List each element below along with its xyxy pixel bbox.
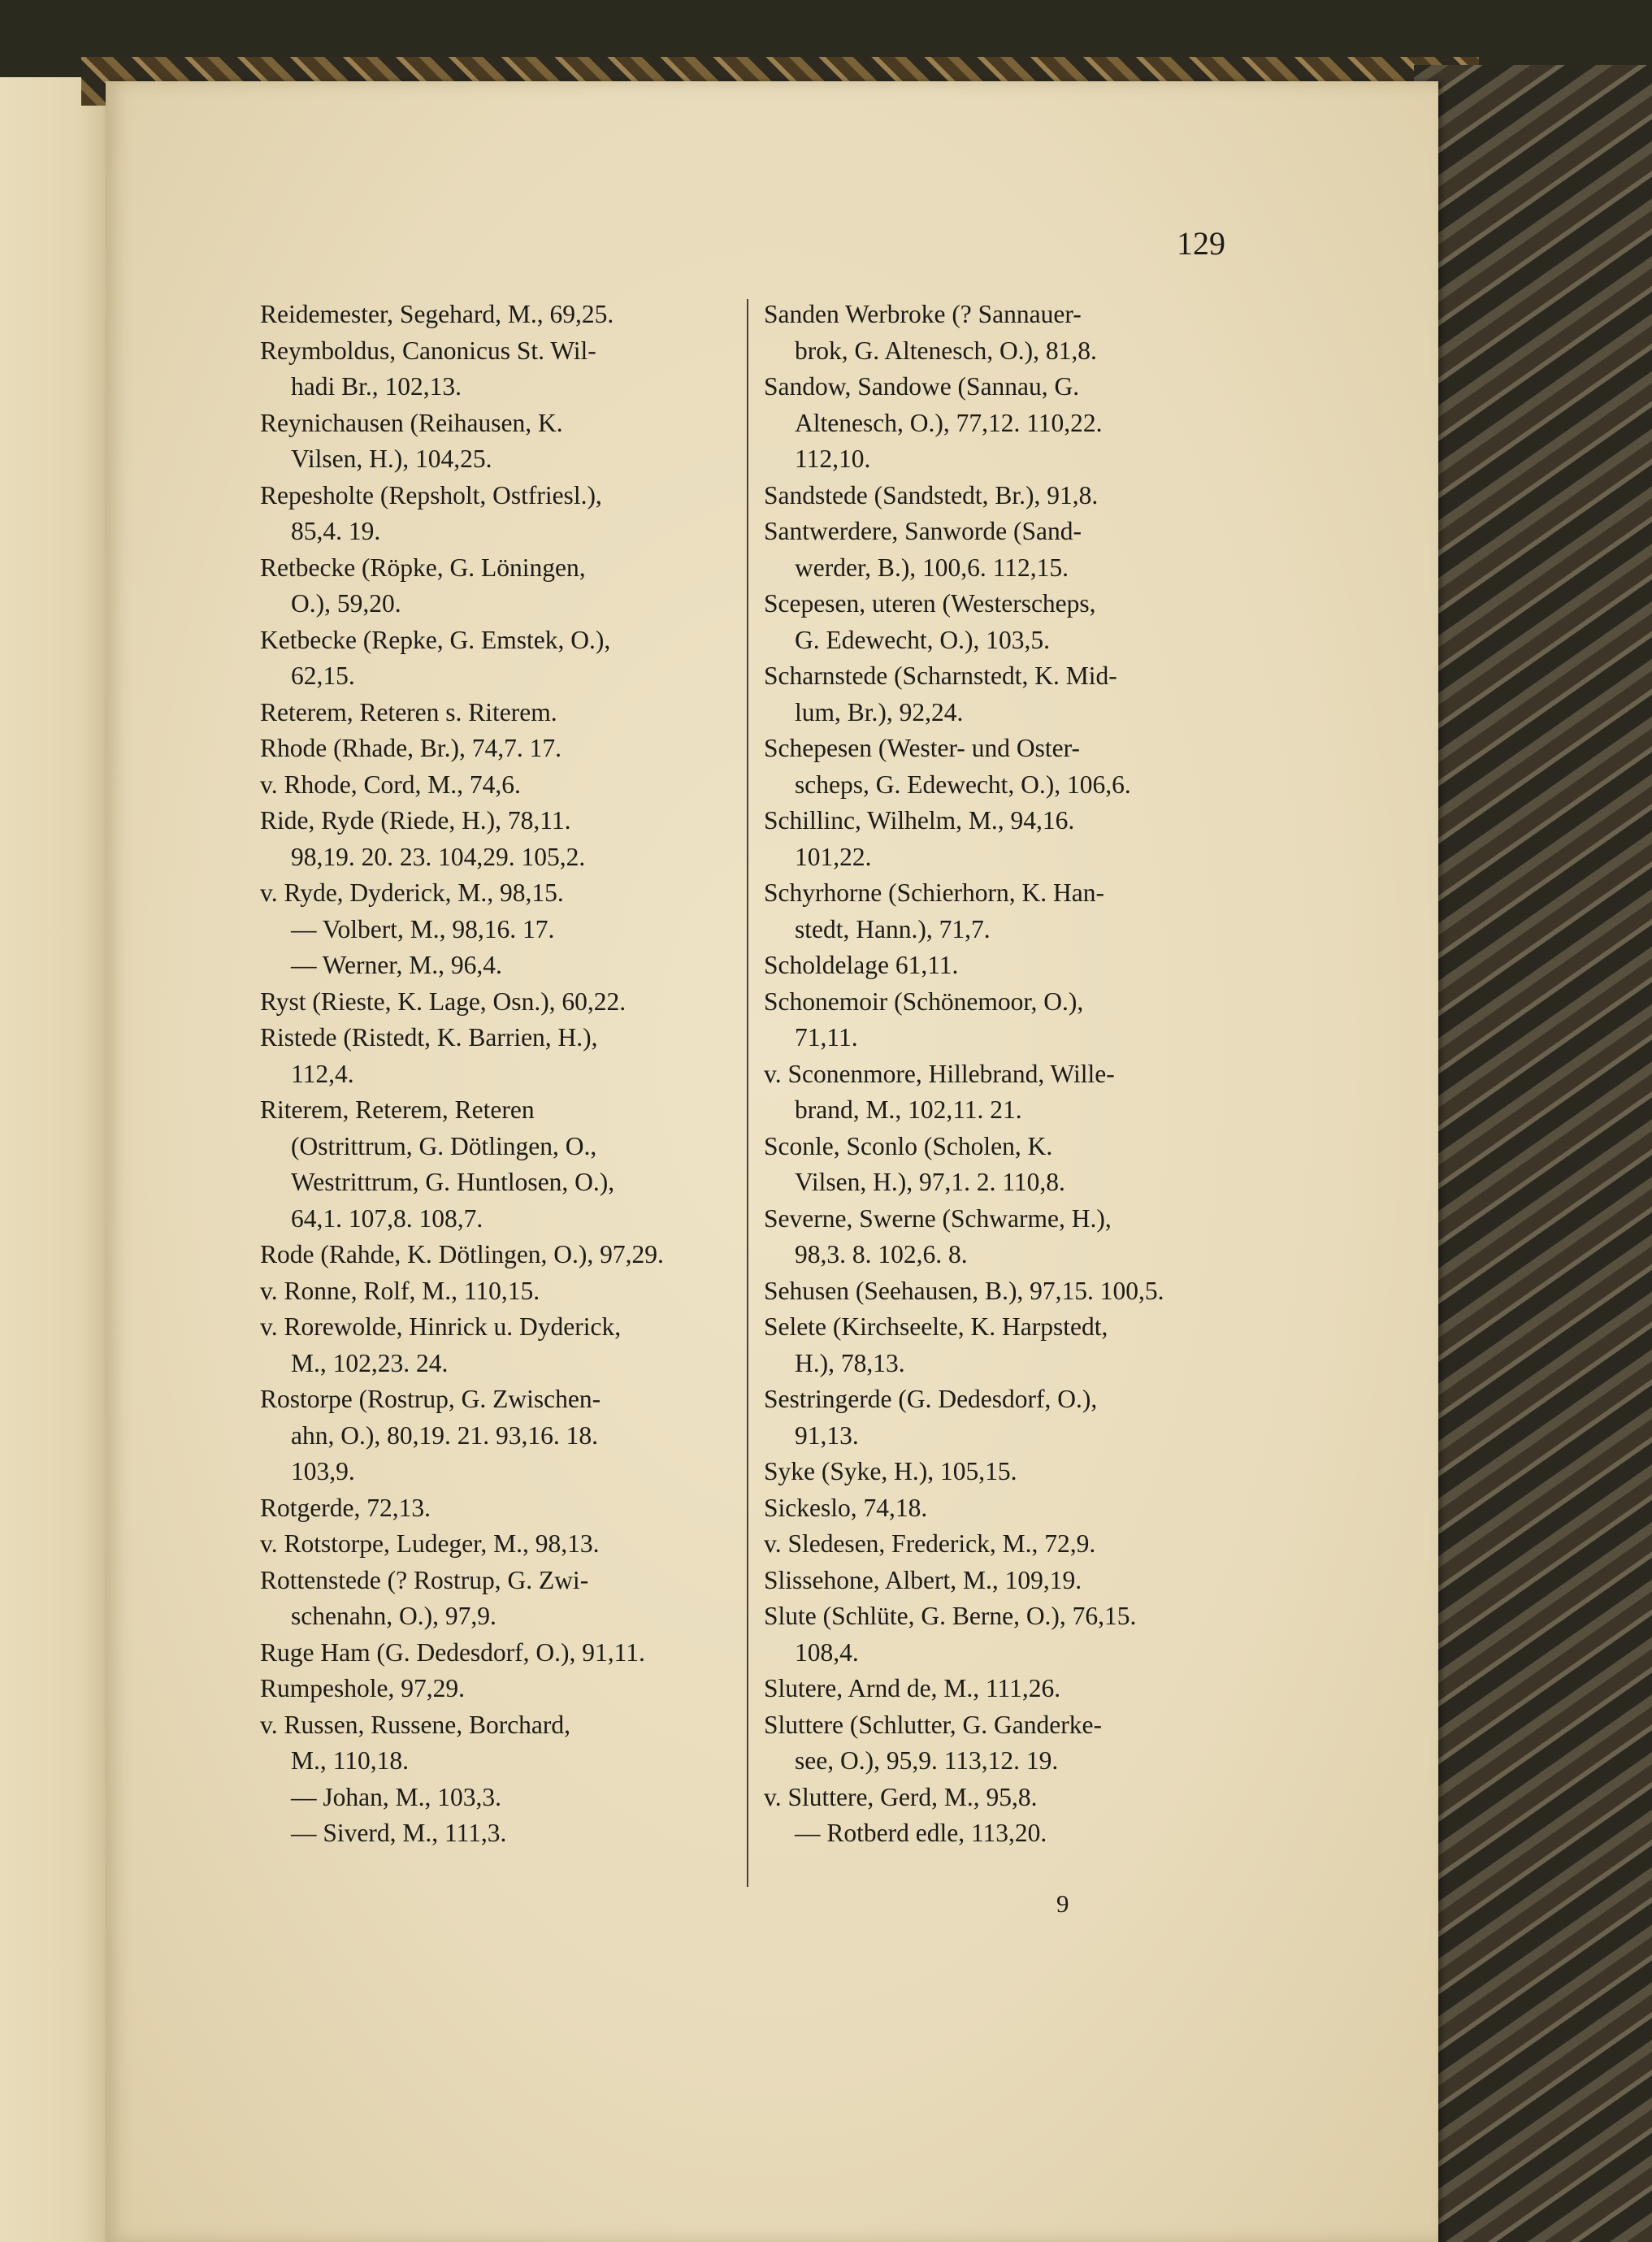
index-line: 64,1. 107,8. 108,7. (291, 1203, 483, 1233)
index-line: Rhode (Rhade, Br.), 74,7. 17. (260, 734, 562, 762)
index-line: (Ostrittrum, G. Dötlingen, O., (291, 1131, 597, 1160)
index-line: stedt, Hann.), 71,7. (795, 914, 991, 943)
index-line: Santwerdere, Sanworde (Sand- (764, 517, 1082, 545)
index-line: lum, Br.), 92,24. (795, 697, 964, 726)
index-line: v. Rorewolde, Hinrick u. Dyderick, (260, 1312, 622, 1341)
index-line: Retbecke (Röpke, G. Löningen, (260, 553, 586, 582)
signature-mark: 9 (1056, 1889, 1069, 1918)
index-line: Sanden Werbroke (? Sannauer- (764, 300, 1082, 328)
index-line: Slutere, Arnd de, M., 111,26. (764, 1674, 1061, 1702)
facing-page (0, 77, 114, 2242)
index-line: Slissehone, Albert, M., 109,19. (764, 1565, 1082, 1594)
index-line: 62,15. (291, 661, 355, 690)
index-line: Slute (Schlüte, G. Berne, O.), 76,15. (764, 1602, 1137, 1630)
index-line: O.), 59,20. (291, 589, 401, 618)
index-line: Syke (Syke, H.), 105,15. (764, 1457, 1017, 1485)
index-line: 91,13. (795, 1420, 859, 1450)
index-line: Rostorpe (Rostrup, G. Zwischen- (260, 1385, 601, 1413)
index-line: Reynichausen (Reihausen, K. (260, 408, 563, 437)
index-line: v. Ronne, Rolf, M., 110,15. (260, 1276, 540, 1305)
index-line: Schillinc, Wilhelm, M., 94,16. (764, 806, 1075, 835)
index-line: brok, G. Altenesch, O.), 81,8. (795, 336, 1097, 365)
index-line: — Werner, M., 96,4. (291, 951, 502, 979)
index-line: brand, M., 102,11. 21. (795, 1095, 1022, 1124)
index-line: v. Russen, Russene, Borchard, (260, 1710, 571, 1739)
index-line: 108,4. (795, 1637, 859, 1667)
index-line: Reterem, Reteren s. Riterem. (260, 697, 557, 726)
index-line: Selete (Kirchseelte, K. Harpstedt, (764, 1312, 1108, 1341)
index-line: H.), 78,13. (795, 1348, 905, 1377)
index-line: Ristede (Ristedt, K. Barrien, H.), (260, 1023, 598, 1052)
index-line: Schonemoir (Schönemoor, O.), (764, 987, 1084, 1016)
index-line: Rotgerde, 72,13. (260, 1493, 431, 1522)
index-line: v. Sledesen, Frederick, M., 72,9. (764, 1529, 1096, 1558)
index-line: 98,19. 20. 23. 104,29. 105,2. (291, 842, 586, 871)
index-line: Sandow, Sandowe (Sannau, G. (764, 372, 1080, 401)
index-line: Severne, Swerne (Schwarme, H.), (764, 1203, 1112, 1233)
index-line: M., 102,23. 24. (291, 1348, 449, 1377)
index-line: v. Sconenmore, Hillebrand, Wille- (764, 1059, 1115, 1088)
index-line: Ruge Ham (G. Dedesdorf, O.), 91,11. (260, 1637, 645, 1667)
index-line: Schepesen (Wester- und Oster- (764, 734, 1080, 762)
index-line: Rode (Rahde, K. Dötlingen, O.), 97,29. (260, 1240, 664, 1268)
index-line: Rottenstede (? Rostrup, G. Zwi- (260, 1565, 589, 1594)
index-line: Scepesen, uteren (Westerscheps, (764, 589, 1096, 618)
page-number: 129 (1177, 225, 1225, 262)
index-line: Sconle, Sconlo (Scholen, K. (764, 1131, 1053, 1160)
index-line: Sestringerde (G. Dedesdorf, O.), (764, 1385, 1098, 1413)
index-line: Sluttere (Schlutter, G. Ganderke- (764, 1710, 1102, 1739)
column-divider (747, 299, 748, 1887)
index-line: scheps, G. Edewecht, O.), 106,6. (795, 770, 1131, 799)
index-line: 112,4. (291, 1059, 354, 1088)
index-line: — Johan, M., 103,3. (291, 1782, 501, 1811)
index-line: v. Ryde, Dyderick, M., 98,15. (260, 878, 564, 907)
index-line: v. Sluttere, Gerd, M., 95,8. (764, 1782, 1038, 1811)
index-line: Sickeslo, 74,18. (764, 1493, 928, 1522)
index-line: see, O.), 95,9. 113,12. 19. (795, 1746, 1059, 1775)
index-line: 103,9. (291, 1457, 355, 1485)
index-line: Riterem, Reterem, Reteren (260, 1095, 535, 1124)
index-line: Ketbecke (Repke, G. Emstek, O.), (260, 625, 611, 654)
index-column-right (764, 297, 1231, 1852)
index-line: 71,11. (795, 1023, 858, 1052)
index-line: Westrittrum, G. Huntlosen, O.), (291, 1168, 615, 1196)
index-line: Vilsen, H.), 97,1. 2. 110,8. (795, 1168, 1065, 1196)
index-line: Vilsen, H.), 104,25. (291, 444, 492, 473)
book-cover-right (1414, 65, 1652, 2242)
index-line: Reidemester, Segehard, M., 69,25. (260, 300, 614, 328)
index-line: 112,10. (795, 444, 871, 473)
index-line: v. Rhode, Cord, M., 74,6. (260, 770, 521, 799)
index-line: — Siverd, M., 111,3. (291, 1819, 507, 1847)
index-line: Sandstede (Sandstedt, Br.), 91,8. (764, 480, 1099, 510)
index-line: Ryst (Rieste, K. Lage, Osn.), 60,22. (260, 987, 627, 1016)
index-line: Schyrhorne (Schierhorn, K. Han- (764, 878, 1105, 907)
index-line: Scharnstede (Scharnstedt, K. Mid- (764, 661, 1117, 690)
index-line: Repesholte (Repsholt, Ostfriesl.), (260, 480, 602, 510)
index-line: — Volbert, M., 98,16. 17. (291, 914, 555, 943)
index-line: Altenesch, O.), 77,12. 110,22. (795, 408, 1103, 437)
index-line: 98,3. 8. 102,6. 8. (795, 1240, 968, 1268)
index-line: Scholdelage 61,11. (764, 951, 959, 979)
index-line: G. Edewecht, O.), 103,5. (795, 625, 1051, 654)
index-line: Sehusen (Seehausen, B.), 97,15. 100,5. (764, 1276, 1164, 1305)
index-line: — Rotberd edle, 113,20. (795, 1819, 1047, 1847)
index-line: v. Rotstorpe, Ludeger, M., 98,13. (260, 1529, 600, 1558)
index-line: werder, B.), 100,6. 112,15. (795, 553, 1069, 582)
index-line: M., 110,18. (291, 1746, 409, 1775)
index-line: Reymboldus, Canonicus St. Wil- (260, 336, 596, 365)
index-line: 85,4. 19. (291, 517, 381, 545)
index-line: 101,22. (795, 842, 872, 871)
index-line: Rumpeshole, 97,29. (260, 1674, 465, 1702)
index-line: schenahn, O.), 97,9. (291, 1602, 496, 1630)
index-line: Ride, Ryde (Riede, H.), 78,11. (260, 806, 571, 835)
index-line: ahn, O.), 80,19. 21. 93,16. 18. (291, 1420, 598, 1450)
index-line: hadi Br., 102,13. (291, 372, 462, 401)
index-column-left (260, 297, 723, 1852)
